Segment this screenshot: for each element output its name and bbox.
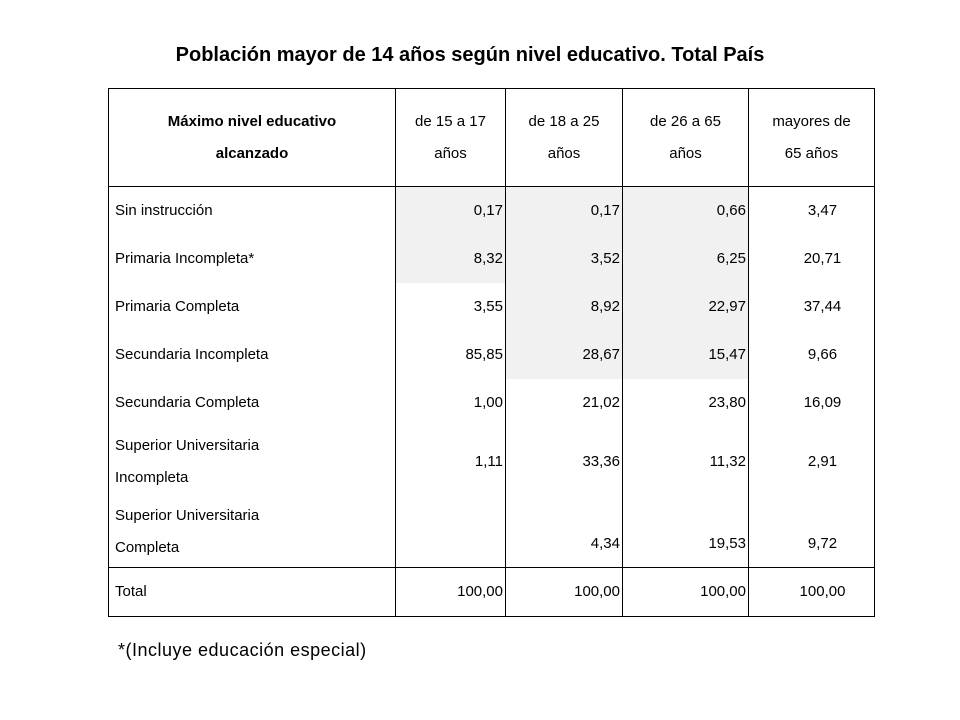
cell-value: 15,47 [623, 331, 749, 379]
row-label [109, 427, 396, 497]
cell-value: 85,85 [396, 331, 506, 379]
table-header-row [109, 89, 875, 187]
total-value: 100,00 [749, 568, 875, 617]
total-row [109, 568, 875, 617]
row-label: Primaria Completa [109, 283, 396, 331]
total-value: 100,00 [506, 568, 623, 617]
header-age-15-17 [396, 89, 506, 187]
cell-value: 4,34 [506, 497, 623, 568]
header-education-level [109, 89, 396, 187]
row-label-line1: Superior Universitaria [115, 507, 260, 524]
cell-value: 3,52 [506, 235, 623, 283]
header-age-over-65-line1: mayores de [772, 112, 851, 130]
table-row [109, 187, 875, 236]
cell-value: 6,25 [623, 235, 749, 283]
header-education-level-line1: Máximo nivel educativo [167, 112, 337, 130]
education-table [108, 88, 875, 617]
header-age-18-25 [506, 89, 623, 187]
cell-value: 0,17 [506, 187, 623, 236]
row-label: Primaria Incompleta* [109, 235, 396, 283]
header-education-level-line2: alcanzado [215, 144, 289, 162]
cell-value: 16,09 [749, 379, 875, 427]
cell-value [396, 497, 506, 568]
cell-value: 2,91 [749, 427, 875, 497]
header-age-over-65-line2: 65 años [784, 144, 839, 162]
total-label: Total [109, 568, 396, 617]
row-label: Sin instrucción [109, 187, 396, 236]
header-age-over-65 [749, 89, 875, 187]
header-age-26-65 [623, 89, 749, 187]
table-row [109, 235, 875, 283]
table-row [109, 497, 875, 568]
row-label: Secundaria Completa [109, 379, 396, 427]
header-age-26-65-line2: años [669, 144, 702, 162]
cell-value: 9,66 [749, 331, 875, 379]
header-age-18-25-line2: años [547, 144, 581, 162]
cell-value: 0,17 [396, 187, 506, 236]
cell-value: 20,71 [749, 235, 875, 283]
cell-value: 0,66 [623, 187, 749, 236]
header-age-15-17-line1: de 15 a 17 [415, 112, 486, 130]
row-label-line2: Incompleta [115, 469, 189, 486]
cell-value: 28,67 [506, 331, 623, 379]
footnote: *(Incluye educación especial) [118, 640, 367, 660]
cell-value: 3,55 [396, 283, 506, 331]
cell-value: 8,32 [396, 235, 506, 283]
row-label [109, 497, 396, 568]
row-label: Secundaria Incompleta [109, 331, 396, 379]
cell-value: 22,97 [623, 283, 749, 331]
table-row [109, 331, 875, 379]
row-label-line2: Completa [115, 539, 180, 556]
cell-value: 33,36 [506, 427, 623, 497]
table-row [109, 379, 875, 427]
cell-value: 1,11 [396, 427, 506, 497]
row-label-line1: Superior Universitaria [115, 437, 260, 454]
header-age-18-25-line1: de 18 a 25 [528, 112, 600, 130]
cell-value: 37,44 [749, 283, 875, 331]
cell-value: 11,32 [623, 427, 749, 497]
total-value: 100,00 [396, 568, 506, 617]
cell-value: 1,00 [396, 379, 506, 427]
header-age-15-17-line2: años [434, 144, 467, 162]
cell-value: 21,02 [506, 379, 623, 427]
table-row [109, 283, 875, 331]
header-age-26-65-line1: de 26 a 65 [650, 112, 721, 130]
total-value: 100,00 [623, 568, 749, 617]
cell-value: 9,72 [749, 497, 875, 568]
cell-value: 3,47 [749, 187, 875, 236]
table-row [109, 427, 875, 497]
cell-value: 19,53 [623, 497, 749, 568]
cell-value: 8,92 [506, 283, 623, 331]
page-title: Población mayor de 14 años según nivel educativo. Total País [175, 44, 765, 66]
cell-value: 23,80 [623, 379, 749, 427]
